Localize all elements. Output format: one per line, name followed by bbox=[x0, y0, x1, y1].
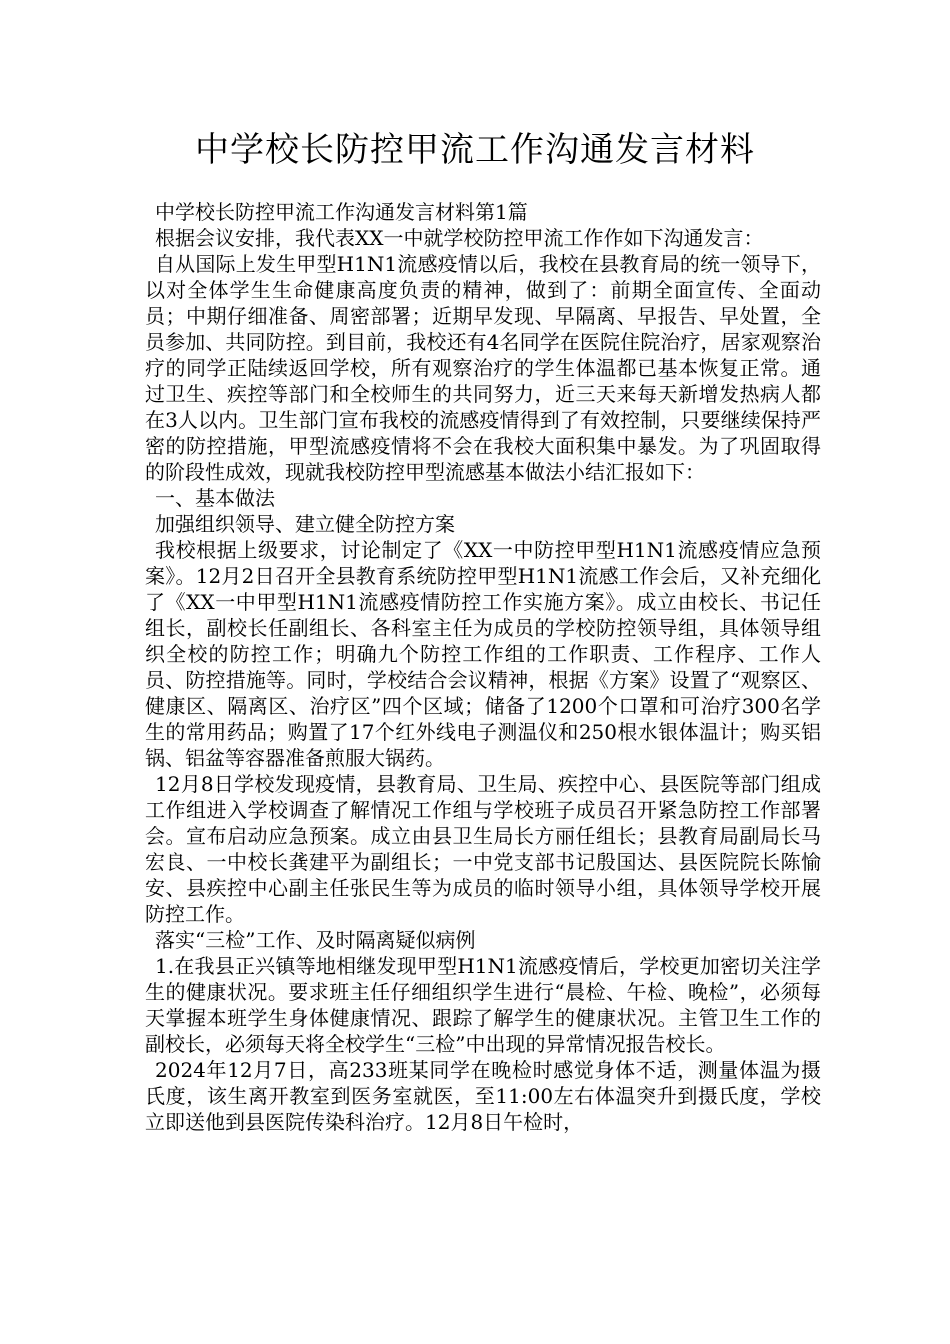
subsection-heading: 加强组织领导、建立健全防控方案 bbox=[155, 512, 455, 536]
paragraph: 我校根据上级要求，讨论制定了《XX一中防控甲型H1N1流感疫情应急预案》。12月2日召开全县教育系统防控甲型H1N1流感工作会后，又补充细化了《XX一中甲型H1N1流感疫情防控工作实施方案》。成立由校长、书记任组长，副校长任副组长、各科室主任为成员的学校防控领导组，具体领导组织全校的防控工作；明确九个防控工作组的工作职责、工作程序、工作人员、防控措施等。同时，学校结合会议精神，根据《方案》设置了“观察区、健康区、隔离区、治疗区”四个区域；储备了1200个口罩和可治疗300名学生的常用药品；购置了17个红外线电子测温仪和250根水银体温计；购买铝锅、铝盆等容器准备煎服大锅药。 bbox=[145, 538, 821, 770]
paragraph: 12月8日学校发现疫情，县教育局、卫生局、疾控中心、县医院等部门组成工作组进入学校调查了解情况工作组与学校班子成员召开紧急防控工作部署会。宣布启动应急预案。成立由县卫生局长方丽任组长；县教育局副局长马宏良、一中校长龚建平为副组长；一中党支部书记殷国达、县医院院长陈愉安、县疾控中心副主任张民生等为成员的临时领导小组，具体领导学校开展防控工作。 bbox=[145, 772, 821, 926]
section-heading: 一、基本做法 bbox=[155, 486, 275, 510]
section-heading: 中学校长防控甲流工作沟通发言材料第1篇 bbox=[155, 200, 528, 224]
paragraph: 1.在我县正兴镇等地相继发现甲型H1N1流感疫情后，学校更加密切关注学生的健康状况。要求班主任仔细组织学生进行“晨检、午检、晚检”，必须每天掌握本班学生身体健康情况、跟踪了解学生的健康状况。主管卫生工作的副校长，必须每天将全校学生“三检”中出现的异常情况报告校长。 bbox=[145, 954, 821, 1056]
document-body bbox=[145, 199, 821, 1135]
paragraph: 根据会议安排，我代表XX一中就学校防控甲流工作作如下沟通发言： bbox=[155, 226, 764, 250]
paragraph: 自从国际上发生甲型H1N1流感疫情以后，我校在县教育局的统一领导下，以对全体学生生命健康高度负责的精神，做到了：前期全面宣传、全面动员；中期仔细准备、周密部署；近期早发现、早隔离、早报告、早处置，全员参加、共同防控。到目前，我校还有4名同学在医院住院治疗，居家观察治疗的同学正陆续返回学校，所有观察治疗的学生体温都已基本恢复正常。通过卫生、疾控等部门和全校师生的共同努力，近三天来每天新增发热病人都在3人以内。卫生部门宣布我校的流感疫情得到了有效控制，只要继续保持严密的防控措施，甲型流感疫情将不会在我校大面积集中暴发。为了巩固取得的阶段性成效，现就我校防控甲型流感基本做法小结汇报如下： bbox=[145, 252, 821, 484]
document-title: 中学校长防控甲流工作沟通发言材料 bbox=[195, 130, 755, 170]
subsection-heading: 落实“三检”工作、及时隔离疑似病例 bbox=[155, 928, 476, 952]
paragraph: 2024年12月7日，高233班某同学在晚检时感觉身体不适，测量体温为摄氏度，该生离开教室到医务室就医，至11:00左右体温突升到摄氏度，学校立即送他到县医院传染科治疗。12月8日午检时， bbox=[145, 1058, 821, 1134]
